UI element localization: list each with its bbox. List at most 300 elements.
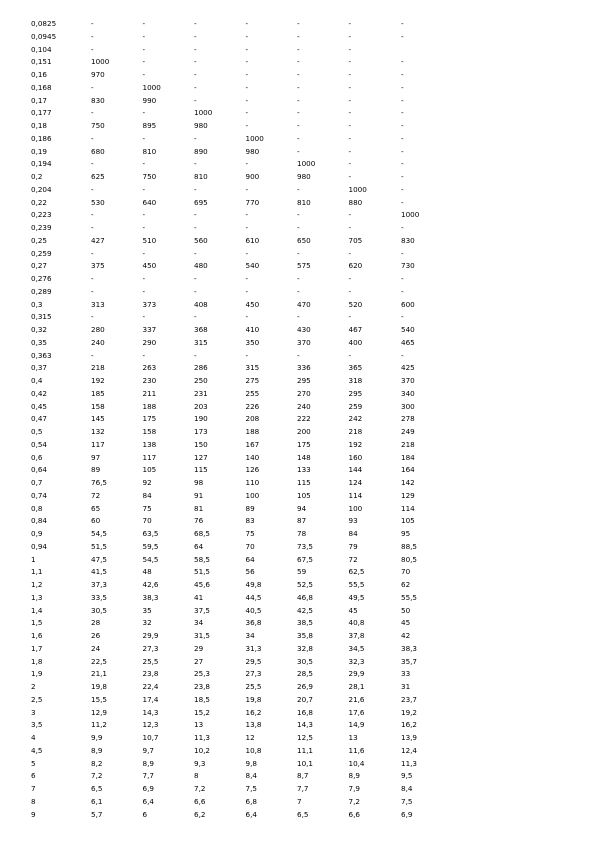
table-cell: 336 [297,363,311,373]
table-cell: - [142,108,146,118]
table-cell: - [245,223,249,232]
table-cell: - [348,210,352,220]
table-cell: 410 [245,325,260,334]
table-cell: 249 [401,427,415,436]
table-cell: 37,5 [194,605,211,615]
table-cell: 31 [401,682,411,691]
table-cell: 30,5 [297,656,314,666]
table-cell: 95 [401,529,411,538]
table-cell: 15,5 [91,694,108,704]
table-cell: - [348,108,352,118]
table-cell: 98 [194,478,204,487]
table-cell: 138 [142,439,157,449]
table-cell: 41,5 [91,567,108,577]
table-cell: 37,8 [348,631,365,640]
table-cell: 1000 [91,57,110,67]
table-cell: 17,4 [142,694,159,704]
table-cell: 36,8 [245,618,262,628]
table-cell: 315 [194,337,208,347]
table-row [31,477,581,490]
table-cell: - [297,108,300,118]
table-cell: - [91,274,94,283]
table-row [31,668,581,681]
table-row [31,273,581,286]
table-cell: 76,5 [91,478,108,487]
table-cell: 115 [297,478,311,487]
table-cell: 620 [348,261,363,271]
table-cell: 184 [401,452,415,462]
table-cell: 318 [348,376,363,385]
table-row [31,209,581,222]
table-cell: - [348,350,352,360]
table-cell: 830 [401,235,415,245]
table-cell: 373 [142,299,157,309]
table-cell: 9,5 [401,771,413,781]
table-cell: - [142,248,146,258]
table-cell: 6 [142,809,148,819]
table-cell: 26,9 [297,682,314,691]
table-cell: 275 [245,376,260,385]
table-cell: 29,9 [142,631,159,640]
table-cell: - [297,70,300,79]
table-cell: 240 [297,401,311,411]
table-row [31,44,581,57]
table-cell: 263 [142,363,157,373]
table-cell: 87 [297,516,307,526]
table-cell: - [245,82,249,92]
table-cell: - [297,248,300,258]
table-cell: 54,5 [91,529,108,538]
table-cell: 1000 [297,159,316,169]
table-cell: - [297,146,300,156]
table-cell: - [297,184,300,194]
row-key-cell: 0,17 [31,95,48,105]
table-row [31,388,581,401]
table-cell: 1000 [401,210,420,220]
table-row [31,579,581,592]
table-cell: 750 [91,121,105,130]
table-cell: 25,3 [194,669,211,679]
table-cell: 450 [142,261,157,271]
table-cell: 368 [194,325,208,334]
table-cell: 25,5 [142,656,159,666]
table-cell: 295 [348,388,363,398]
table-cell: 425 [401,363,415,373]
table-cell: - [245,274,249,283]
row-key-cell: 9 [31,809,36,819]
table-cell: - [194,95,197,105]
table-cell: - [401,197,404,207]
table-cell: 9,3 [194,758,206,768]
row-key-cell: 0,0945 [31,31,57,41]
table-cell: 900 [245,172,260,181]
table-cell: 231 [194,388,208,398]
table-cell: 148 [297,452,311,462]
table-cell: 91 [194,490,204,500]
table-row [31,490,581,503]
table-cell: - [401,274,404,283]
table-cell: 20,7 [297,694,314,704]
row-key-cell: 2 [31,682,36,691]
table-row [31,171,581,184]
table-cell: 8,4 [245,771,257,781]
table-cell: 173 [194,427,208,436]
table-cell: 470 [297,299,311,309]
table-cell: - [297,350,300,360]
table-cell: 145 [91,414,105,424]
row-key-cell: 3 [31,707,36,717]
table-cell: 467 [348,325,363,334]
table-cell: 32,8 [297,643,314,653]
table-cell: 29 [194,643,204,653]
table-cell: - [245,57,249,67]
table-cell: - [348,223,352,232]
table-row [31,260,581,273]
row-key-cell: 0,315 [31,312,52,322]
table-cell: 340 [401,388,415,398]
table-cell: - [194,350,197,360]
table-cell: - [142,274,146,283]
table-cell: - [348,146,352,156]
table-cell: 92 [142,478,152,487]
table-cell: 8,9 [348,771,360,781]
table-cell: 980 [194,121,208,130]
row-key-cell: 0,8 [31,503,43,513]
table-cell: 41 [194,592,204,602]
table-row [31,133,581,146]
row-key-cell: 0,7 [31,478,43,487]
table-cell: 7,5 [401,796,413,806]
row-key-cell: 0,84 [31,516,48,526]
table-cell: 8 [194,771,199,781]
table-cell: 188 [142,401,157,411]
table-cell: 770 [245,197,260,207]
table-cell: 10,1 [297,758,314,768]
table-cell: 79 [348,541,358,551]
table-cell: 625 [91,172,105,181]
table-row [31,783,581,796]
table-cell: 31,3 [245,643,262,653]
row-key-cell: 0,204 [31,184,52,194]
table-cell: 68,5 [194,529,211,538]
table-row [31,69,581,82]
table-row [31,694,581,707]
table-cell: 140 [245,452,260,462]
table-cell: 10,4 [348,758,365,768]
table-cell: 127 [194,452,208,462]
table-row [31,643,581,656]
row-key-cell: 0,35 [31,337,48,347]
table-cell: 192 [348,439,363,449]
table-cell: 5,7 [91,809,103,819]
table-cell: 58,5 [194,554,211,564]
table-row [31,362,581,375]
table-cell: 70 [245,541,255,551]
table-cell: 23,8 [142,669,159,679]
table-cell: 124 [348,478,363,487]
table-cell: - [245,108,249,118]
table-cell: 93 [348,516,358,526]
table-row [31,605,581,618]
row-key-cell: 1,6 [31,631,43,640]
row-key-cell: 1,4 [31,605,43,615]
table-row [31,299,581,312]
table-row [31,656,581,669]
table-cell: 49,5 [348,592,365,602]
table-cell: 31,5 [194,631,211,640]
table-cell: 970 [91,70,105,79]
table-cell: 67,5 [297,554,314,564]
table-cell: 13 [348,733,358,742]
table-cell: 22,5 [91,656,108,666]
row-key-cell: 0,363 [31,350,52,360]
table-cell: 28 [91,618,101,628]
table-cell: 16,2 [245,707,262,717]
table-cell: 6,5 [91,784,103,793]
table-cell: - [194,286,197,296]
row-key-cell: 0,74 [31,490,48,500]
table-cell: - [297,312,300,322]
table-cell: 21,6 [348,694,365,704]
table-row [31,222,581,235]
table-cell: - [297,44,300,54]
table-row [31,184,581,197]
table-row [31,31,581,44]
table-cell: 12,3 [142,720,159,730]
table-cell: 89 [245,503,255,513]
table-row [31,809,581,822]
row-key-cell: 0,25 [31,235,48,245]
table-cell: 600 [401,299,415,309]
table-cell: 150 [194,439,208,449]
table-cell: - [401,248,404,258]
table-cell: 230 [142,376,157,385]
table-cell: 337 [142,325,157,334]
table-cell: 810 [194,172,208,181]
table-cell: 9,7 [142,745,154,755]
row-key-cell: 0,19 [31,146,48,156]
table-cell: 27,3 [142,643,159,653]
table-cell: 11,3 [401,758,418,768]
table-cell: 158 [142,427,157,436]
table-cell: - [91,133,94,143]
table-cell: 365 [348,363,363,373]
table-cell: 40,5 [245,605,262,615]
table-cell: - [194,274,197,283]
table-cell: 211 [142,388,157,398]
table-cell: - [245,31,249,41]
row-key-cell: 7 [31,784,36,793]
table-row [31,592,581,605]
table-cell: 51,5 [194,567,211,577]
table-cell: 7,2 [194,784,206,793]
row-key-cell: 0,186 [31,133,52,143]
table-cell: - [142,184,146,194]
table-cell: 1000 [142,82,161,92]
table-cell [401,44,441,57]
table-cell: 18,5 [194,694,211,704]
table-cell: 6,6 [348,809,360,819]
table-cell: 62 [401,580,411,589]
table-cell: 12,5 [297,733,314,742]
table-cell: 11,6 [348,745,365,755]
table-row [31,401,581,414]
table-cell: - [91,350,94,360]
table-cell: 55,5 [348,580,365,589]
table-cell: 370 [297,337,311,347]
table-cell: 33,5 [91,592,108,602]
table-cell: 750 [142,172,157,181]
table-cell: - [348,286,352,296]
table-cell: 42,5 [297,605,314,615]
table-cell: - [142,350,146,360]
table-cell: 427 [91,235,105,245]
table-row [31,630,581,643]
table-cell: - [297,223,300,232]
row-key-cell: 0,42 [31,388,48,398]
table-cell: 278 [401,414,415,424]
table-cell: 6,9 [142,784,154,793]
table-cell: 117 [142,452,157,462]
table-row [31,375,581,388]
table-cell: 114 [348,490,363,500]
row-key-cell: 1,2 [31,580,43,589]
table-cell: - [91,31,94,41]
table-cell: 280 [91,325,105,334]
table-cell: 14,3 [142,707,159,717]
table-cell: 480 [194,261,208,271]
table-cell: 105 [142,465,157,475]
table-cell: 705 [348,235,363,245]
table-cell: - [245,121,249,130]
table-cell: 6,6 [194,796,206,806]
table-cell: - [245,70,249,79]
table-cell: 23,8 [194,682,211,691]
table-cell: - [194,210,197,220]
table-cell: 8,9 [142,758,154,768]
table-cell: 11,3 [194,733,211,742]
table-cell: 64 [245,554,255,564]
table-cell: - [194,57,197,67]
table-cell: 315 [245,363,260,373]
table-cell: 175 [142,414,157,424]
table-cell: 83 [245,516,255,526]
row-key-cell: 0,2 [31,172,43,181]
table-cell: 540 [401,325,415,334]
table-cell: - [348,70,352,79]
table-row [31,541,581,554]
table-cell: - [194,184,197,194]
table-cell: 6,9 [401,809,413,819]
table-cell: 84 [348,529,358,538]
table-cell: 640 [142,197,157,207]
table-row [31,56,581,69]
table-cell: 6,2 [194,809,206,819]
table-cell: 520 [348,299,363,309]
table-cell: - [91,223,94,232]
table-cell: 350 [245,337,260,347]
table-cell: - [348,95,352,105]
row-key-cell: 4,5 [31,745,43,755]
table-cell: - [348,248,352,258]
table-cell: - [297,95,300,105]
table-cell: - [142,312,146,322]
table-cell: - [348,133,352,143]
table-cell: 34 [194,618,204,628]
row-key-cell: 0,5 [31,427,43,436]
table-cell: 695 [194,197,208,207]
table-cell: - [194,312,197,322]
table-row [31,770,581,783]
table-cell: 48 [142,567,152,577]
table-cell: 115 [194,465,208,475]
table-cell: 530 [91,197,105,207]
table-cell: 1000 [194,108,213,118]
table-cell: 575 [297,261,311,271]
table-cell: - [348,31,352,41]
table-cell: 105 [401,516,415,526]
table-cell: 255 [245,388,260,398]
row-key-cell: 1,3 [31,592,43,602]
table-cell: 175 [297,439,311,449]
table-cell: 29,5 [245,656,262,666]
table-cell: 16,8 [297,707,314,717]
table-cell: - [401,350,404,360]
table-cell: - [194,70,197,79]
table-cell: 650 [297,235,311,245]
table-row [31,732,581,745]
table-cell: - [194,223,197,232]
table-cell: 54,5 [142,554,159,564]
table-cell: 47,5 [91,554,108,564]
table-cell: 60 [91,516,101,526]
table-cell: 19,8 [91,682,108,691]
table-cell: - [297,82,300,92]
table-cell: - [401,133,404,143]
table-cell: 64 [194,541,204,551]
table-cell: 12 [245,733,255,742]
table-row [31,439,581,452]
table-cell: 7 [297,796,302,806]
table-cell: 28,1 [348,682,365,691]
table-cell: 19,2 [401,707,418,717]
data-table [31,18,581,821]
table-cell: - [348,44,352,54]
table-cell: - [297,133,300,143]
table-cell: 510 [142,235,157,245]
table-cell: - [91,82,94,92]
table-cell: 430 [297,325,311,334]
table-cell: 129 [401,490,415,500]
table-cell: 78 [297,529,307,538]
table-cell: 270 [297,388,311,398]
row-key-cell: 4 [31,733,36,742]
table-cell: 144 [348,465,363,475]
table-cell: 13 [194,720,204,730]
table-cell: - [348,19,352,28]
table-cell: - [142,57,146,67]
table-cell: 185 [91,388,105,398]
table-cell: 21,1 [91,669,108,679]
table-cell: 59 [297,567,307,577]
table-cell: 8,7 [297,771,309,781]
table-cell: 19,8 [245,694,262,704]
table-cell: 126 [245,465,260,475]
table-cell: - [91,286,94,296]
table-cell: 1000 [348,184,367,194]
table-cell: 62,5 [348,567,365,577]
table-row [31,515,581,528]
